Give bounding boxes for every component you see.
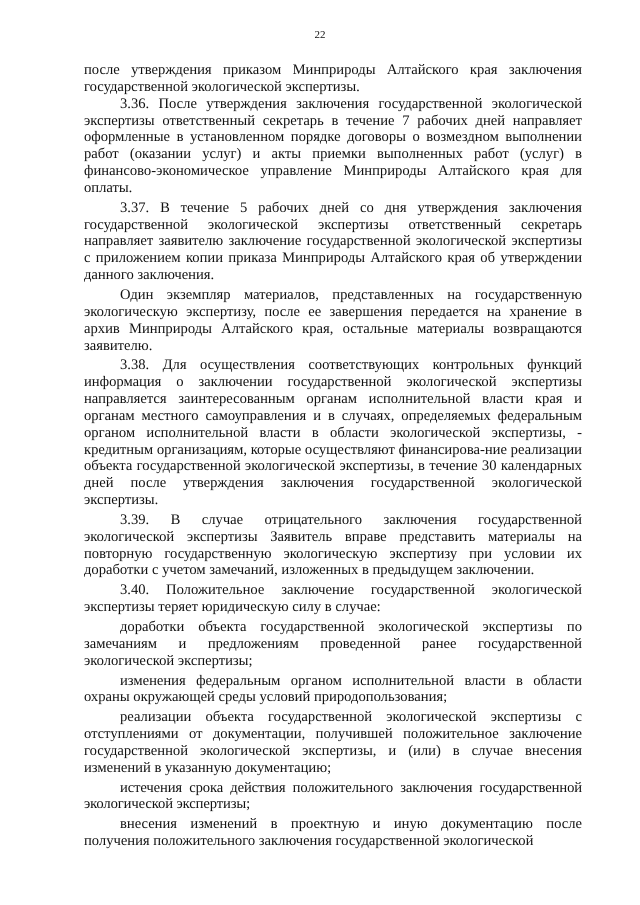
paragraph-3-37: 3.37. В течение 5 рабочих дней со дня утверждения заключения государственной экологической экспертизы ответственный секретарь направляет заявителю заключение государственной экологической экспертизы с приложением копии приказа Минприроды Алтайского края об утверждении данного заключения. bbox=[84, 199, 582, 284]
paragraph-3-36: 3.36. После утверждения заключения государственной экологической экспертизы ответственный секретарь в течение 7 рабочих дней направляет оформленные в установленном порядке договоры о возмездном выполнении работ (оказании услуг) и акты приемки выполненных работ (услуг) в финансово-экономическое управление Минприроды Алтайского края для оплаты. bbox=[84, 95, 582, 196]
list-item-deviations: реализации объекта государственной экологической экспертизы с отступлениями от документации, получившей положительное заключение государственной экологической экспертизы, и (или) в случае внесения изменений в указанную документацию; bbox=[84, 709, 582, 776]
page-number: 22 bbox=[314, 29, 326, 41]
list-item-revision: доработки объекта государственной экологической экспертизы по замечаниям и предложениям проведенной ранее государственной экологической экспертизы; bbox=[84, 619, 582, 669]
list-item-conditions-change: изменения федеральным органом исполнительной власти в области охраны окружающей среды условий природопользования; bbox=[84, 672, 582, 706]
paragraph-3-39: 3.39. В случае отрицательного заключения государственной экологической экспертизы Заявитель вправе представить материалы на повторную государственную экологическую экспертизу при условии их доработки с учетом замечаний, изложенных в предыдущем заключении. bbox=[84, 511, 582, 579]
paragraph-continuation: после утверждения приказом Минприроды Алтайского края заключения государственной экологической экспертизы. bbox=[84, 62, 582, 95]
list-item-doc-changes: внесения изменений в проектную и иную документацию после получения положительного заключения государственной экологической bbox=[84, 816, 582, 850]
document-body bbox=[84, 62, 582, 850]
list-item-expiry: истечения срока действия положительного заключения государственной экологической экспертизы; bbox=[84, 779, 582, 813]
paragraph-archive-copy: Один экземпляр материалов, представленных на государственную экологическую экспертизу, после ее завершения передается на хранение в архив Минприроды Алтайского края, остальные материалы возвращаются заявителю. bbox=[84, 286, 582, 354]
paragraph-3-40: 3.40. Положительное заключение государственной экологической экспертизы теряет юридическую силу в случае: bbox=[84, 582, 582, 616]
paragraph-3-38: 3.38. Для осуществления соответствующих контрольных функций информация о заключении государственной экологической экспертизы направляется заинтересованным органам исполнительной власти края и органам местного самоуправления и в случаях, определяемых федеральным органом исполнительной власти в области экологической экспертизы, - кредитным организациям, которые осуществляют финансирова-ние реализации объекта государственной экологической экспертизы, в течение 30 календарных дней после утверждения заключения государственной экологической экспертизы. bbox=[84, 357, 582, 509]
